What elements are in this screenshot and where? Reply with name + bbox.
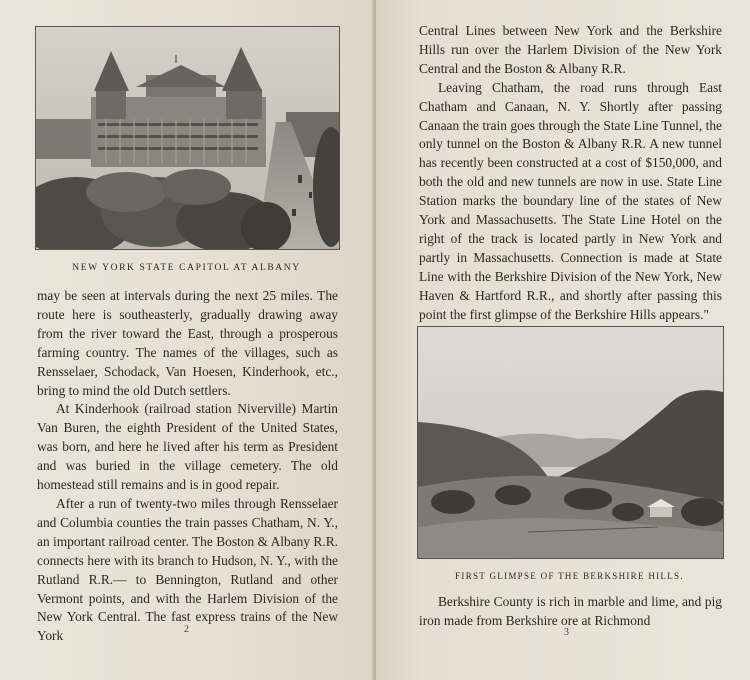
- right-page-body-text: [419, 22, 722, 325]
- left-page: [0, 0, 374, 680]
- left-page-number: 2: [184, 624, 189, 635]
- berkshire-hills-photo-image: [418, 327, 723, 558]
- right-paragraph: Leaving Chatham, the road runs through East Chatham and Canaan, N. Y. Shortly after passing Canaan the train goes through the State Line Tunnel, the only tunnel on the Boston & Albany R.R. A new tunnel has recently been constructed at a cost of $150,000, and both the old and new tunnels are now in use. State Line Station marks the boundary line of the states of New York and Massachusetts. The State Line Hotel on the right of the track is located partly in New York and partly in Massachusetts. Connection is made at State Line with the Berkshire Division of the New York, New Haven & Hartford R.R., and shortly after passing this point the first glimpse of the Berkshire Hills appears.": [419, 79, 722, 322]
- right-paragraph: Central Lines between New York and the Berkshire Hills run over the Harlem Division of the New York Central and the Boston & Albany R.R.: [419, 23, 722, 76]
- right-page-closing-text: [419, 593, 722, 631]
- left-paragraph: After a run of twenty-two miles through Rensselaer and Columbia counties the train passes Chatham, N. Y., an important railroad center. The Boston & Albany R.R. connects here with its branch to Hudson, N. Y., with the Rutland R.R.— to Bennington, Rutland and other Vermont points, and with the Harlem Division of the New York Central. The fast express trains of the New York: [37, 495, 338, 644]
- right-paragraph: Berkshire County is rich in marble and lime, and pig iron made from Berkshire ore at Richmond: [419, 594, 722, 628]
- berkshire-photo-caption: FIRST GLIMPSE OF THE BERKSHIRE HILLS.: [455, 571, 684, 581]
- left-paragraph: At Kinderhook (railroad station Niverville) Martin Van Buren, the eighth President of the United States, was born, and here he lived after his term as President and was buried in the village cemetery. The old homestead still remains and is in good repair.: [37, 401, 338, 493]
- capitol-photo-caption: NEW YORK STATE CAPITOL AT ALBANY: [72, 263, 301, 273]
- capitol-photo: [35, 26, 340, 250]
- right-page: [376, 0, 750, 680]
- left-page-body-text: [37, 287, 338, 646]
- right-page-number: 3: [564, 627, 569, 638]
- berkshire-hills-photo: [417, 326, 724, 559]
- capitol-photo-image: [36, 27, 339, 249]
- left-paragraph: may be seen at intervals during the next 25 miles. The route here is southeasterly, gradually drawing away from the river toward the East, through a prosperous farming country. The names of the villages, such as Rensselaer, Schodack, Van Hoesen, Kinderhook, etc., bring to mind the old Dutch settlers.: [37, 288, 338, 398]
